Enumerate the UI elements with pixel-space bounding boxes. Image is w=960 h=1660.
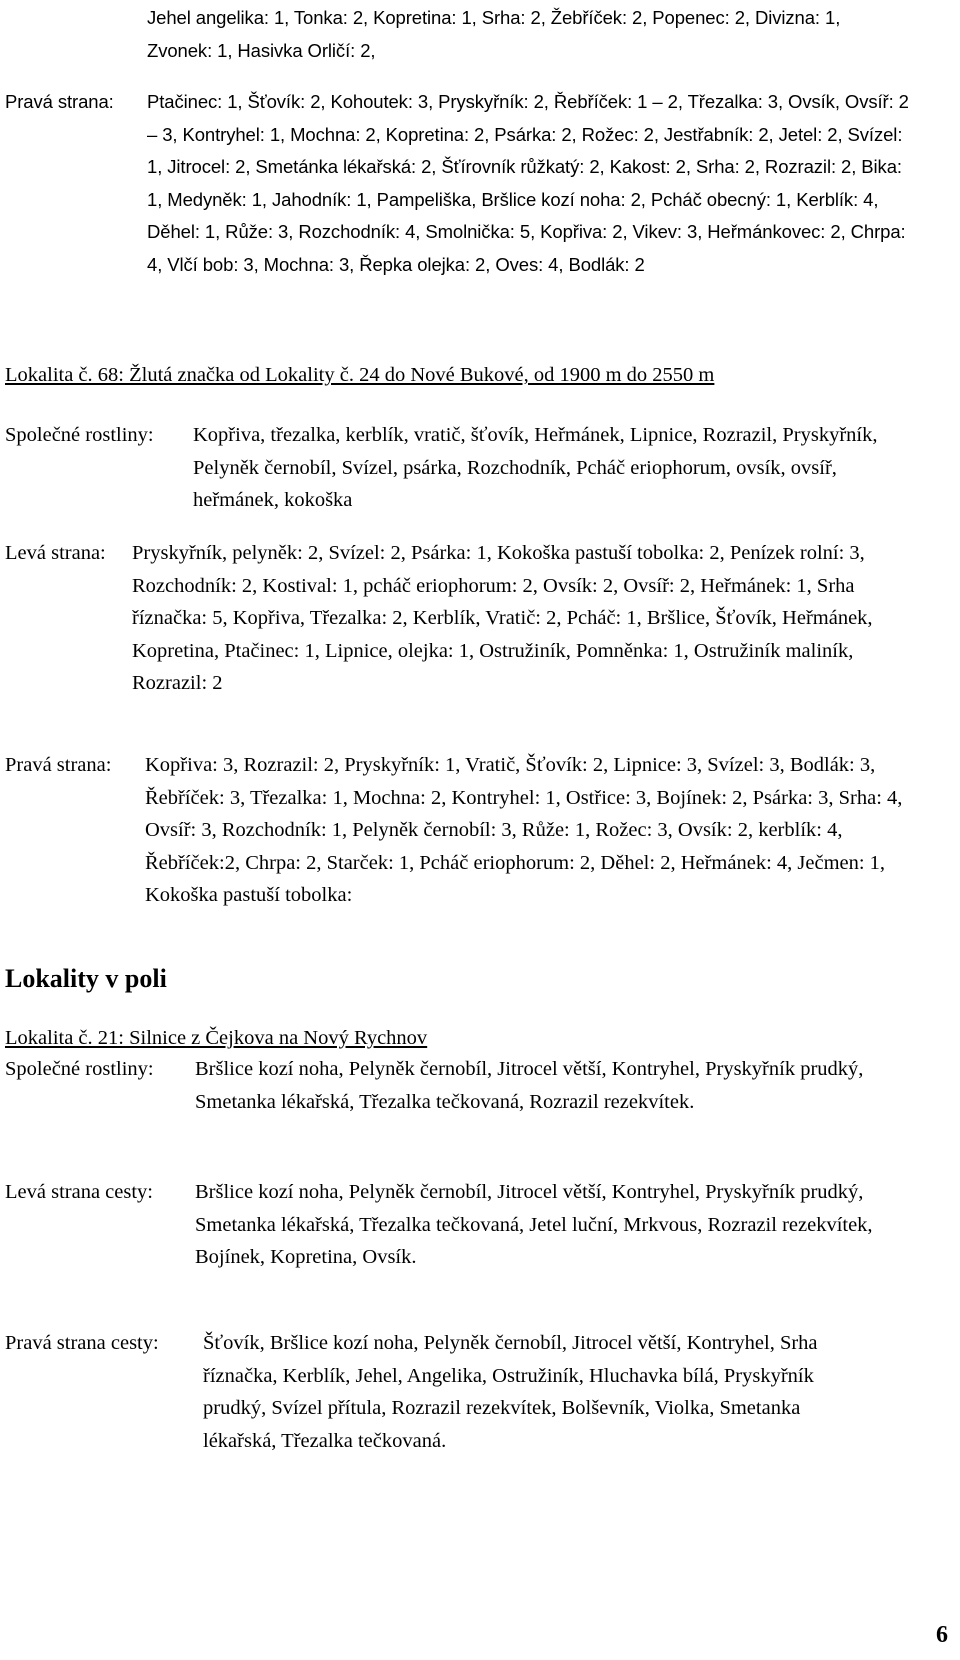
right-side-label-1: Pravá strana: <box>5 91 114 112</box>
locality-21-right-text: Šťovík, Bršlice kozí noha, Pelyněk černobíl, Jitrocel větší, Kontryhel, Srha říznačka, Kerblík, Jehel, Angelika, Ostružiník, Hluchavka bílá, Pryskyřník prudký, Svízel přítula, Rozrazil rezekvítek, Bolševník, Violka, Smetanka lékařská, Třezalka tečkovaná. <box>203 1332 818 1452</box>
locality-21-right <box>5 1327 935 1457</box>
page-number: 6 <box>936 1622 948 1648</box>
section-title: Lokality v poli <box>5 964 167 993</box>
locality-21-common <box>5 1053 935 1118</box>
locality-68-right <box>5 749 935 912</box>
locality-21-right-label: Pravá strana cesty: <box>5 1332 159 1354</box>
locality-21-common-text: Bršlice kozí noha, Pelyněk černobíl, Jitrocel větší, Kontryhel, Pryskyřník prudký, Smetanka lékařská, Třezalka tečkovaná, Rozrazil rezekvítek. <box>195 1058 864 1113</box>
locality-21-left-text: Bršlice kozí noha, Pelyněk černobíl, Jitrocel větší, Kontryhel, Pryskyřník prudký, Smetanka lékařská, Třezalka tečkovaná, Jetel luční, Mrkvous, Rozrazil rezekvítek, Bojínek, Kopretina, Ovsík. <box>195 1181 873 1268</box>
locality-68-right-text: Kopřiva: 3, Rozrazil: 2, Pryskyřník: 1, Vratič, Šťovík: 2, Lipnice: 3, Svízel: 3, Bodlák: 3, Řebříček: 3, Třezalka: 1, Mochna: 2, Kontryhel: 1, Ostřice: 3, Bojínek: 2, Psárka: 3, Srha: 4, Ovsíř: 3, Rozchodník: 1, Pelyněk černobíl: 3, Růže: 1, Rožec: 3, Ovsík: 2, kerblík: 4, Řebříček:2, Chrpa: 2, Starček: 1, Pcháč eriophorum: 2, Děhel: 2, Heřmánek: 4, Ječmen: 1, Kokoška pastuší tobolka: <box>145 754 903 906</box>
right-side-entry-1 <box>5 86 935 281</box>
right-side-text-1: Ptačinec: 1, Šťovík: 2, Kohoutek: 3, Pryskyřník: 2, Řebříček: 1 – 2, Třezalka: 3, Ovsík, Ovsíř: 2 – 3, Kontryhel: 1, Mochna: 2, Kopretina: 2, Psárka: 2, Rožec: 2, Jestřabník: 2, Jetel: 2, Svízel: 1, Jitrocel: 2, Smetánka lékařská: 2, Šťírovník růžkatý: 2, Kakost: 2, Srha: 2, Rozrazil: 2, Bika: 1, Medyněk: 1, Jahodník: 1, Pampeliška, Bršlice kozí noha: 2, Pcháč obecný: 1, Kerblík: 4, Děhel: 1, Růže: 3, Rozchodník: 4, Smolnička: 5, Kopřiva: 2, Vikev: 3, Heřmánkovec: 2, Chrpa: 4, Vlčí bob: 3, Mochna: 3, Řepka olejka: 2, Oves: 4, Bodlák: 2 <box>147 91 909 275</box>
locality-68-left-label: Levá strana: <box>5 542 106 564</box>
continued-list <box>5 2 935 67</box>
locality-68-heading: Lokalita č. 68: Žlutá značka od Lokality č. 24 do Nové Bukové, od 1900 m do 2550 m <box>5 364 715 386</box>
locality-68-common-text: Kopřiva, třezalka, kerblík, vratič, šťovík, Heřmánek, Lipnice, Rozrazil, Pryskyřník, Pelyněk černobíl, Svízel, psárka, Rozchodník, Pcháč eriophorum, ovsík, ovsíř, heřmánek, kokoška <box>193 424 878 511</box>
locality-68-right-label: Pravá strana: <box>5 754 112 776</box>
locality-68-left-text: Pryskyřník, pelyněk: 2, Svízel: 2, Psárka: 1, Kokoška pastuší tobolka: 2, Penízek rolní: 3, Rozchodník: 2, Kostival: 1, pcháč eriophorum: 2, Ovsík: 2, Ovsíř: 2, Heřmánek: 1, Srha říznačka: 5, Kopřiva, Třezalka: 2, Kerblík, Vratič: 2, Pcháč: 1, Bršlice, Šťovík, Heřmánek, Kopretina, Ptačinec: 1, Lipnice, olejka: 1, Ostružiník, Pomněnka: 1, Ostružiník maliník, Rozrazil: 2 <box>132 542 873 694</box>
locality-21-common-label: Společné rostliny: <box>5 1058 154 1080</box>
locality-68-left <box>5 537 935 700</box>
locality-21-left-label: Levá strana cesty: <box>5 1181 153 1203</box>
locality-21-left <box>5 1176 935 1274</box>
continued-list-text: Jehel angelika: 1, Tonka: 2, Kopretina: 1, Srha: 2, Žebříček: 2, Popenec: 2, Divizna: 1, Zvonek: 1, Hasivka Orličí: 2, <box>147 7 841 61</box>
locality-68-common-label: Společné rostliny: <box>5 424 154 446</box>
locality-21-heading: Lokalita č. 21: Silnice z Čejkova na Nový Rychnov <box>5 1027 428 1049</box>
locality-68-common <box>5 419 935 517</box>
